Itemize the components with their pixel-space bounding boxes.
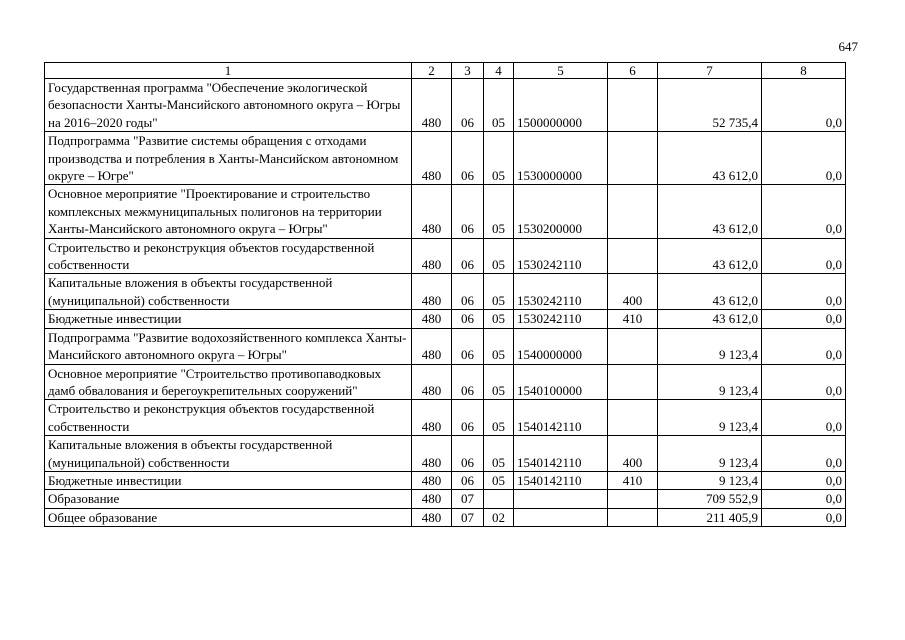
row-amount-secondary: 0,0 <box>762 238 846 274</box>
row-amount: 43 612,0 <box>658 132 762 185</box>
row-section-code: 06 <box>452 238 484 274</box>
table-row <box>45 132 846 185</box>
header-cell-7: 7 <box>658 63 762 79</box>
row-amount-secondary: 0,0 <box>762 490 846 508</box>
header-cell-6: 6 <box>608 63 658 79</box>
row-ministry-code: 480 <box>412 436 452 472</box>
row-amount: 9 123,4 <box>658 328 762 364</box>
table-body <box>45 79 846 527</box>
row-subsection-code: 05 <box>484 79 514 132</box>
row-expense-type <box>608 79 658 132</box>
row-expense-type <box>608 400 658 436</box>
row-amount: 9 123,4 <box>658 471 762 489</box>
row-name: Бюджетные инвестиции <box>45 310 412 328</box>
row-subsection-code: 05 <box>484 132 514 185</box>
row-section-code: 06 <box>452 274 484 310</box>
row-section-code: 06 <box>452 185 484 238</box>
row-ministry-code: 480 <box>412 132 452 185</box>
row-name: Основное мероприятие "Строительство противопаводковых дамб обвалования и берегоукрепительных сооружений" <box>45 364 412 400</box>
row-name: Подпрограмма "Развитие системы обращения с отходами производства и потребления в Ханты-Мансийском автономном округе – Югре" <box>45 132 412 185</box>
row-ministry-code: 480 <box>412 274 452 310</box>
row-subsection-code: 05 <box>484 310 514 328</box>
row-subsection-code: 05 <box>484 471 514 489</box>
row-ministry-code: 480 <box>412 471 452 489</box>
row-amount: 9 123,4 <box>658 364 762 400</box>
row-amount-secondary: 0,0 <box>762 132 846 185</box>
row-amount: 52 735,4 <box>658 79 762 132</box>
page-number: 647 <box>838 39 858 54</box>
row-section-code: 07 <box>452 508 484 526</box>
row-target-article: 1530200000 <box>514 185 608 238</box>
row-section-code: 06 <box>452 79 484 132</box>
table-row <box>45 364 846 400</box>
row-target-article: 1540142110 <box>514 436 608 472</box>
row-name: Образование <box>45 490 412 508</box>
row-subsection-code: 05 <box>484 274 514 310</box>
row-amount-secondary: 0,0 <box>762 310 846 328</box>
row-target-article: 1530242110 <box>514 238 608 274</box>
table-row <box>45 436 846 472</box>
row-expense-type <box>608 328 658 364</box>
table-row <box>45 400 846 436</box>
row-amount: 9 123,4 <box>658 436 762 472</box>
row-target-article: 1540142110 <box>514 400 608 436</box>
row-amount: 9 123,4 <box>658 400 762 436</box>
row-amount-secondary: 0,0 <box>762 436 846 472</box>
row-expense-type: 400 <box>608 436 658 472</box>
row-ministry-code: 480 <box>412 238 452 274</box>
row-amount-secondary: 0,0 <box>762 508 846 526</box>
row-section-code: 06 <box>452 310 484 328</box>
row-name: Строительство и реконструкция объектов государственной собственности <box>45 400 412 436</box>
row-name: Капитальные вложения в объекты государственной (муниципальной) собственности <box>45 436 412 472</box>
row-amount: 709 552,9 <box>658 490 762 508</box>
row-target-article: 1500000000 <box>514 79 608 132</box>
row-target-article <box>514 508 608 526</box>
row-section-code: 06 <box>452 471 484 489</box>
row-expense-type <box>608 490 658 508</box>
row-subsection-code <box>484 490 514 508</box>
row-subsection-code: 05 <box>484 185 514 238</box>
budget-table <box>44 62 846 527</box>
row-amount-secondary: 0,0 <box>762 328 846 364</box>
row-section-code: 06 <box>452 400 484 436</box>
row-subsection-code: 05 <box>484 364 514 400</box>
row-target-article: 1530242110 <box>514 310 608 328</box>
table-row <box>45 274 846 310</box>
header-cell-4: 4 <box>484 63 514 79</box>
row-expense-type: 410 <box>608 471 658 489</box>
row-amount: 43 612,0 <box>658 238 762 274</box>
row-expense-type: 400 <box>608 274 658 310</box>
row-target-article: 1540100000 <box>514 364 608 400</box>
row-section-code: 06 <box>452 328 484 364</box>
row-expense-type <box>608 185 658 238</box>
row-amount: 43 612,0 <box>658 310 762 328</box>
row-section-code: 06 <box>452 436 484 472</box>
row-ministry-code: 480 <box>412 508 452 526</box>
row-name: Капитальные вложения в объекты государственной (муниципальной) собственности <box>45 274 412 310</box>
row-target-article: 1530242110 <box>514 274 608 310</box>
header-cell-3: 3 <box>452 63 484 79</box>
row-amount-secondary: 0,0 <box>762 364 846 400</box>
table-row <box>45 310 846 328</box>
row-amount-secondary: 0,0 <box>762 274 846 310</box>
header-cell-5: 5 <box>514 63 608 79</box>
row-expense-type: 410 <box>608 310 658 328</box>
row-subsection-code: 05 <box>484 328 514 364</box>
row-target-article <box>514 490 608 508</box>
row-ministry-code: 480 <box>412 328 452 364</box>
row-expense-type <box>608 132 658 185</box>
row-ministry-code: 480 <box>412 490 452 508</box>
row-name: Государственная программа "Обеспечение экологической безопасности Ханты-Мансийского автономного округа – Югры на 2016–2020 годы" <box>45 79 412 132</box>
row-subsection-code: 05 <box>484 238 514 274</box>
row-section-code: 07 <box>452 490 484 508</box>
table-row <box>45 471 846 489</box>
row-name: Строительство и реконструкция объектов государственной собственности <box>45 238 412 274</box>
header-cell-8: 8 <box>762 63 846 79</box>
row-subsection-code: 05 <box>484 436 514 472</box>
row-target-article: 1540000000 <box>514 328 608 364</box>
row-name: Бюджетные инвестиции <box>45 471 412 489</box>
table-row <box>45 490 846 508</box>
row-amount: 211 405,9 <box>658 508 762 526</box>
row-ministry-code: 480 <box>412 400 452 436</box>
header-cell-1: 1 <box>45 63 412 79</box>
table-row <box>45 328 846 364</box>
table-row <box>45 238 846 274</box>
row-amount-secondary: 0,0 <box>762 400 846 436</box>
row-expense-type <box>608 238 658 274</box>
row-name: Основное мероприятие "Проектирование и строительство комплексных межмуниципальных полигонов на территории Ханты-Мансийского автономного округа – Югры" <box>45 185 412 238</box>
row-subsection-code: 05 <box>484 400 514 436</box>
row-expense-type <box>608 364 658 400</box>
row-ministry-code: 480 <box>412 79 452 132</box>
row-amount-secondary: 0,0 <box>762 185 846 238</box>
row-amount-secondary: 0,0 <box>762 79 846 132</box>
header-row <box>45 63 846 79</box>
row-ministry-code: 480 <box>412 185 452 238</box>
row-ministry-code: 480 <box>412 310 452 328</box>
table-row <box>45 79 846 132</box>
row-subsection-code: 02 <box>484 508 514 526</box>
header-cell-2: 2 <box>412 63 452 79</box>
row-section-code: 06 <box>452 132 484 185</box>
row-section-code: 06 <box>452 364 484 400</box>
row-amount-secondary: 0,0 <box>762 471 846 489</box>
table-row <box>45 185 846 238</box>
row-name: Общее образование <box>45 508 412 526</box>
row-ministry-code: 480 <box>412 364 452 400</box>
row-target-article: 1540142110 <box>514 471 608 489</box>
row-amount: 43 612,0 <box>658 185 762 238</box>
row-amount: 43 612,0 <box>658 274 762 310</box>
table-row <box>45 508 846 526</box>
row-name: Подпрограмма "Развитие водохозяйственного комплекса Ханты-Мансийского автономного округа – Югры" <box>45 328 412 364</box>
row-expense-type <box>608 508 658 526</box>
row-target-article: 1530000000 <box>514 132 608 185</box>
